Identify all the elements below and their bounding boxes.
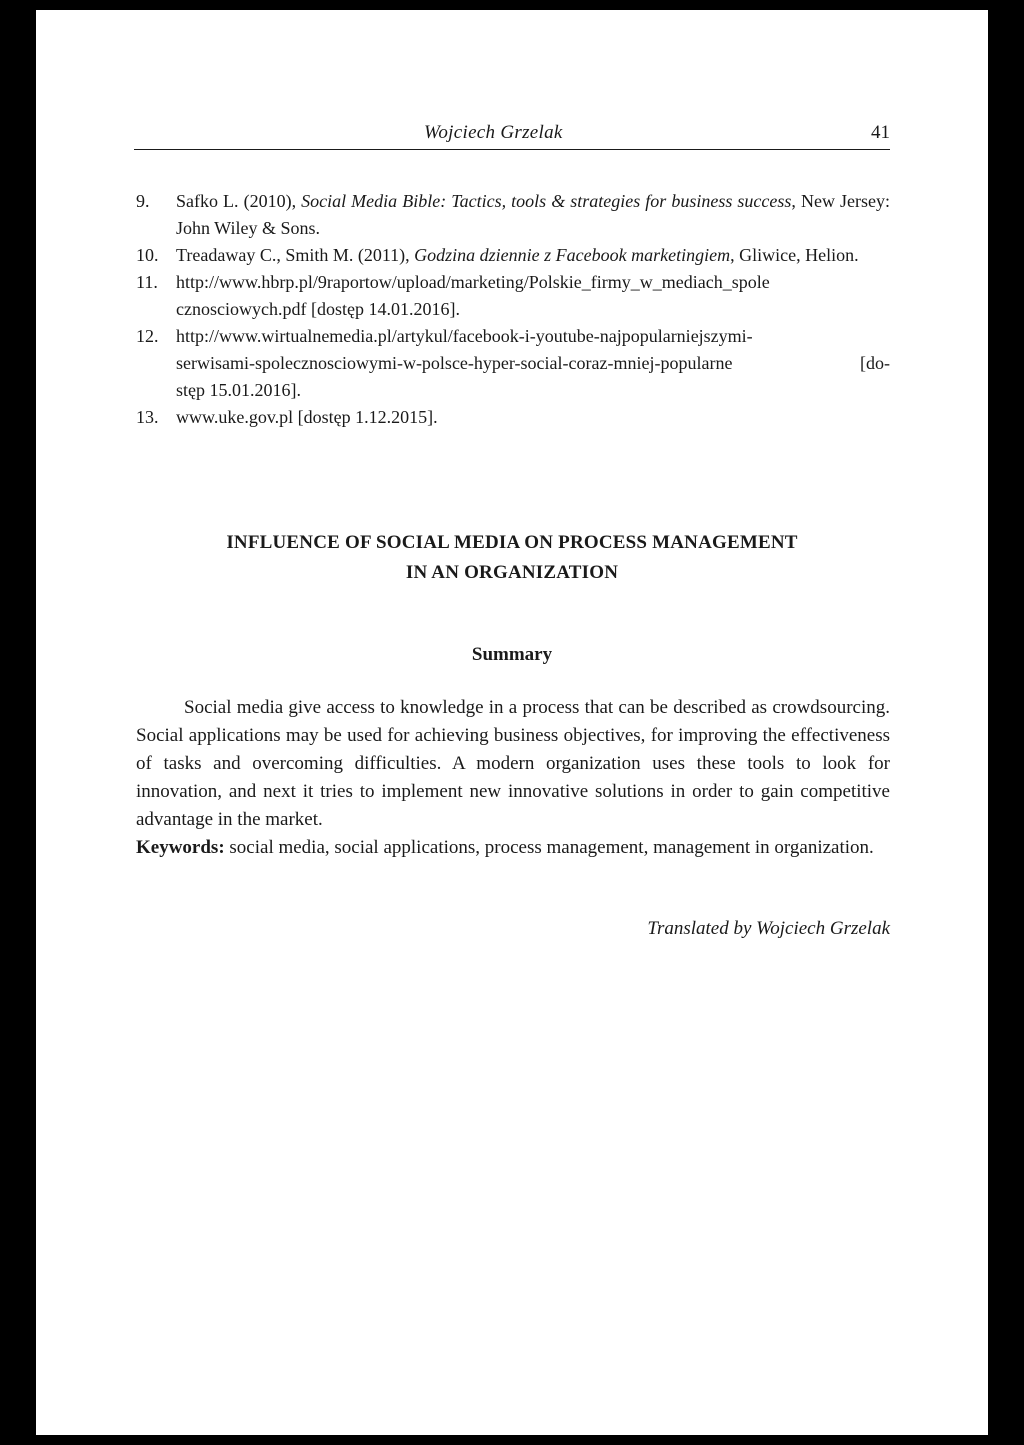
reference-text: [176, 188, 890, 242]
article-title-line: IN AN ORGANIZATION: [405, 562, 619, 583]
reference-item: [136, 323, 890, 404]
summary-section: [136, 694, 890, 862]
article-title: [134, 528, 890, 588]
reference-author: Safko L. (2010),: [176, 191, 302, 211]
reference-title: Social Media Bible: Tactics, tools & strategies for business success: [301, 191, 792, 211]
page-number: 41: [871, 122, 890, 143]
running-header: [134, 122, 890, 150]
reference-number: 9.: [136, 191, 150, 211]
document-page: [36, 10, 988, 1435]
reference-number: 13.: [136, 407, 159, 427]
reference-number: 10.: [136, 245, 159, 265]
keywords-paragraph: [136, 834, 890, 862]
reference-url-continuation: serwisami-spolecznosciowymi-w-polsce-hyper-social-coraz-mniej-popularne [do-: [176, 353, 890, 373]
keywords-text: social media, social applications, process management, management in organization.: [224, 837, 874, 858]
translator-credit: Translated by Wojciech Grzelak: [647, 918, 890, 939]
reference-number: 11.: [136, 272, 158, 292]
header-author: Wojciech Grzelak: [424, 122, 563, 143]
reference-url-link[interactable]: http://www.wirtualnemedia.pl/artykul/facebook-i-youtube-najpopularniejszymi-: [176, 326, 753, 346]
summary-paragraph: Social media give access to knowledge in a process that can be described as crowdsourcing. Social applications may be used for achieving business objectives, for improving the effectiveness of tasks and overcoming difficulties. A modern organization uses these tools to look for innovation, and next it tries to implement new innovative solutions in order to gain competitive advantage in the market.: [136, 697, 890, 830]
reference-url-link[interactable]: www.uke.gov.pl [dostęp 1.12.2015].: [176, 407, 438, 427]
reference-url-continuation: cznosciowych.pdf [dostęp 14.01.2016].: [176, 299, 460, 319]
article-title-line: INFLUENCE OF SOCIAL MEDIA ON PROCESS MANAGEMENT: [226, 532, 798, 553]
reference-item: [136, 269, 890, 323]
reference-access-date: stęp 15.01.2016].: [176, 380, 301, 400]
reference-url-link[interactable]: http://www.hbrp.pl/9raportow/upload/marketing/Polskie_firmy_w_mediach_spole: [176, 272, 770, 292]
summary-heading: Summary: [471, 644, 553, 665]
reference-publisher: , New Jersey: John Wiley & Sons.: [176, 191, 890, 238]
reference-title: Godzina dziennie z Facebook marketingiem: [414, 245, 731, 265]
reference-list: [136, 188, 890, 431]
reference-item: [136, 404, 890, 431]
keywords-label: Keywords:: [136, 837, 225, 858]
reference-number: 12.: [136, 326, 159, 346]
reference-publisher: , Gliwice, Helion.: [730, 245, 859, 265]
reference-text: [176, 242, 890, 269]
reference-text: [176, 269, 890, 323]
reference-item: [136, 242, 890, 269]
reference-text: [176, 323, 890, 404]
reference-item: [136, 188, 890, 242]
reference-author: Treadaway C., Smith M. (2011),: [176, 245, 415, 265]
